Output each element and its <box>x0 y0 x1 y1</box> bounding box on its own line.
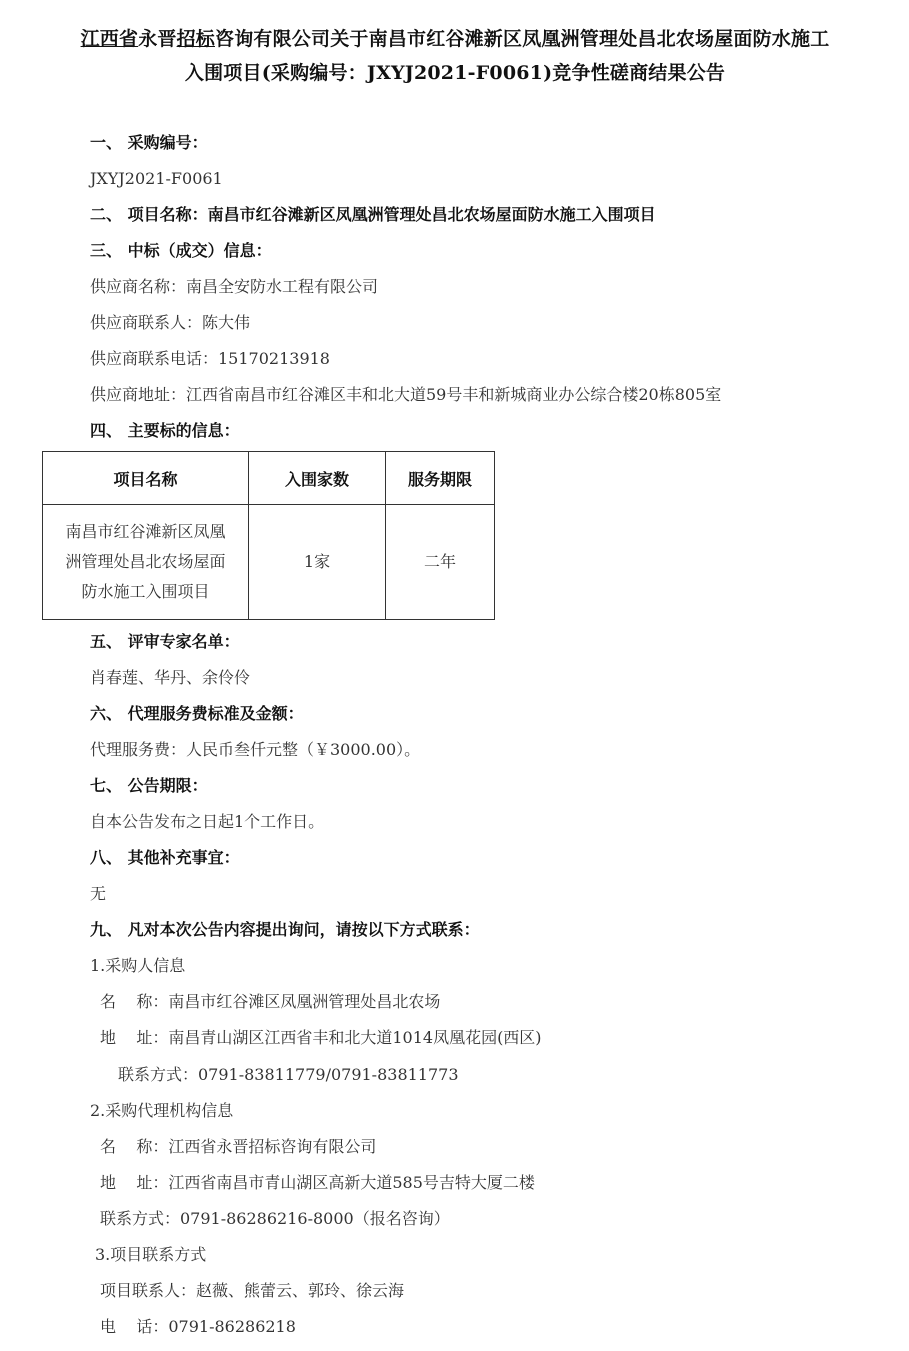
table-header-count: 入围家数 <box>249 452 386 505</box>
supplier-address: 供应商地址：江西省南昌市红谷滩区丰和北大道59号丰和新城商业办公综合楼20栋805室 <box>90 385 722 404</box>
agency-address: 地 址：江西省南昌市青山湖区高新大道585号吉特大厦二楼 <box>100 1173 535 1192</box>
section-4-heading: 四、 主要标的信息： <box>90 421 240 440</box>
title-underlined-bidding: 招标 <box>176 28 215 50</box>
agency-contact: 联系方式：0791-86286216-8000（报名咨询） <box>100 1209 450 1228</box>
project-contact-people: 项目联系人：赵薇、熊蕾云、郭玲、徐云海 <box>100 1281 405 1300</box>
section-3-heading: 三、 中标（成交）信息： <box>90 241 272 260</box>
title-company-name: 永晋 <box>138 28 177 50</box>
project-contact-phone: 电 话：0791-86286218 <box>100 1317 296 1336</box>
project-name-line: 南昌市红谷滩新区凤凰 <box>65 522 226 541</box>
title-underlined-province: 江西省 <box>80 28 139 50</box>
project-name-line: 洲管理处昌北农场屋面 <box>65 552 226 571</box>
section-1-heading: 一、 采购编号： <box>90 133 208 152</box>
agency-info-title: 2.采购代理机构信息 <box>90 1101 234 1120</box>
table-cell-project-name <box>43 505 249 620</box>
title-line-2: 入围项目(采购编号：JXYJ2021-F0061)竞争性磋商结果公告 <box>184 62 726 84</box>
section-5-heading: 五、 评审专家名单： <box>90 632 240 651</box>
section-8-heading: 八、 其他补充事宜： <box>90 848 240 867</box>
table-cell-period: 二年 <box>386 505 495 620</box>
title-line-1 <box>40 22 870 56</box>
subject-info-table <box>42 451 495 620</box>
section-7-heading: 七、 公告期限： <box>90 776 208 795</box>
buyer-name: 名 称：南昌市红谷滩区凤凰洲管理处昌北农场 <box>100 992 441 1011</box>
table-cell-count: 1家 <box>249 505 386 620</box>
service-fee: 代理服务费：人民币叁仟元整（￥3000.00）。 <box>90 740 421 759</box>
table-header-period: 服务期限 <box>386 452 495 505</box>
supplier-contact: 供应商联系人：陈大伟 <box>90 313 251 332</box>
title-line-1-rest: 咨询有限公司关于南昌市红谷滩新区凤凰洲管理处昌北农场屋面防水施工 <box>215 28 830 50</box>
agency-name: 名 称：江西省永晋招标咨询有限公司 <box>100 1137 377 1156</box>
buyer-contact: 联系方式：0791-83811779/0791-83811773 <box>118 1065 459 1084</box>
document-title <box>40 22 870 90</box>
table-header-row <box>43 452 495 505</box>
other-matters: 无 <box>90 884 107 903</box>
buyer-info-title: 1.采购人信息 <box>90 956 186 975</box>
table-row <box>43 505 495 620</box>
buyer-address: 地 址：南昌青山湖区江西省丰和北大道1014凤凰花园(西区) <box>100 1028 542 1047</box>
procurement-number: JXYJ2021-F0061 <box>90 169 223 188</box>
notice-period: 自本公告发布之日起1个工作日。 <box>90 812 325 831</box>
project-contact-title: 3.项目联系方式 <box>95 1245 207 1264</box>
table-header-project-name: 项目名称 <box>43 452 249 505</box>
section-6-heading: 六、 代理服务费标准及金额： <box>90 704 304 723</box>
supplier-phone: 供应商联系电话：15170213918 <box>90 349 330 368</box>
section-2-heading: 二、 项目名称：南昌市红谷滩新区凤凰洲管理处昌北农场屋面防水施工入围项目 <box>90 205 656 224</box>
project-name-line: 防水施工入围项目 <box>81 582 210 601</box>
expert-list: 肖春莲、华丹、余伶伶 <box>90 668 251 687</box>
section-9-heading: 九、 凡对本次公告内容提出询问，请按以下方式联系： <box>90 920 480 939</box>
supplier-name: 供应商名称：南昌全安防水工程有限公司 <box>90 277 379 296</box>
